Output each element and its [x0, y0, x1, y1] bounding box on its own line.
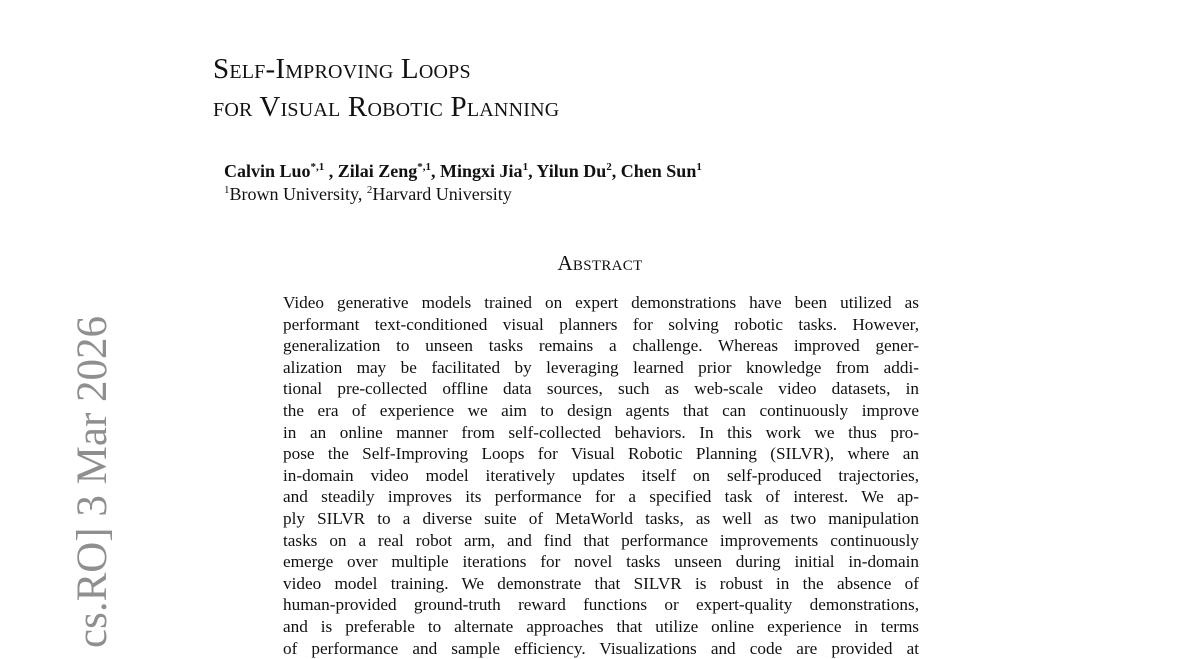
author-affiliation-mark: *,1 — [311, 161, 325, 173]
abstract-line: video model training. We demonstrate that SILVR is robust in the absence of — [283, 573, 919, 595]
affiliation-list — [224, 183, 702, 206]
abstract-line: and is preferable to alternate approaches that utilize online experience in terms — [283, 616, 919, 638]
abstract-line: performant text-conditioned visual planners for solving robotic tasks. However, — [283, 314, 919, 336]
author-separator: , — [324, 161, 338, 181]
affiliation: Harvard University — [372, 184, 511, 204]
author-separator: , — [431, 161, 440, 181]
paper-title-line-1: Self-Improving Loops — [213, 50, 559, 88]
author-name: Mingxi Jia — [440, 161, 523, 181]
author-name: Yilun Du — [536, 161, 606, 181]
author-block — [224, 160, 702, 206]
affiliation-mark: 1 — [224, 184, 230, 196]
abstract-line: in-domain video model iteratively updates itself on self-produced trajectories, — [283, 465, 919, 487]
author-name: Zilai Zeng — [338, 161, 418, 181]
author-name: Calvin Luo — [224, 161, 311, 181]
abstract-line: pose the Self-Improving Loops for Visual Robotic Planning (SILVR), where an — [283, 443, 919, 465]
author-name: Chen Sun — [621, 161, 697, 181]
author-separator: , — [612, 161, 621, 181]
abstract-line: in an online manner from self-collected behaviors. In this work we thus pro- — [283, 422, 919, 444]
abstract-line: of performance and sample efficiency. Visualizations and code are provided at — [283, 638, 919, 659]
abstract-line: generalization to unseen tasks remains a challenge. Whereas improved gener- — [283, 335, 919, 357]
abstract-line: tional pre-collected offline data sources, such as web-scale video datasets, in — [283, 378, 919, 400]
paper-title — [213, 50, 559, 126]
abstract-line: alization may be facilitated by leveraging learned prior knowledge from addi- — [283, 357, 919, 379]
abstract-heading: Abstract — [0, 251, 1200, 276]
author-separator: , — [528, 161, 536, 181]
author-affiliation-mark: 1 — [696, 161, 702, 173]
abstract-line: Video generative models trained on expert demonstrations have been utilized as — [283, 292, 919, 314]
paper-title-line-2: for Visual Robotic Planning — [213, 88, 559, 126]
abstract-line: ply SILVR to a diverse suite of MetaWorld tasks, as well as two manipulation — [283, 508, 919, 530]
arxiv-identifier-stamp: cs.RO] 3 Mar 2026 — [71, 316, 114, 648]
affiliation-mark: 2 — [367, 184, 373, 196]
affiliation: Brown University, — [230, 184, 367, 204]
abstract-line: and steadily improves its performance for a specified task of interest. We ap- — [283, 486, 919, 508]
abstract-line: emerge over multiple iterations for novel tasks unseen during initial in-domain — [283, 551, 919, 573]
abstract-line: human-provided ground-truth reward functions or expert-quality demonstrations, — [283, 594, 919, 616]
author-affiliation-mark: *,1 — [417, 161, 431, 173]
abstract-body — [283, 292, 919, 659]
author-list — [224, 160, 702, 183]
abstract-line: the era of experience we aim to design agents that can continuously improve — [283, 400, 919, 422]
author-affiliation-mark: 2 — [606, 161, 612, 173]
author-affiliation-mark: 1 — [523, 161, 529, 173]
abstract-line: tasks on a real robot arm, and find that performance improvements continuously — [283, 530, 919, 552]
